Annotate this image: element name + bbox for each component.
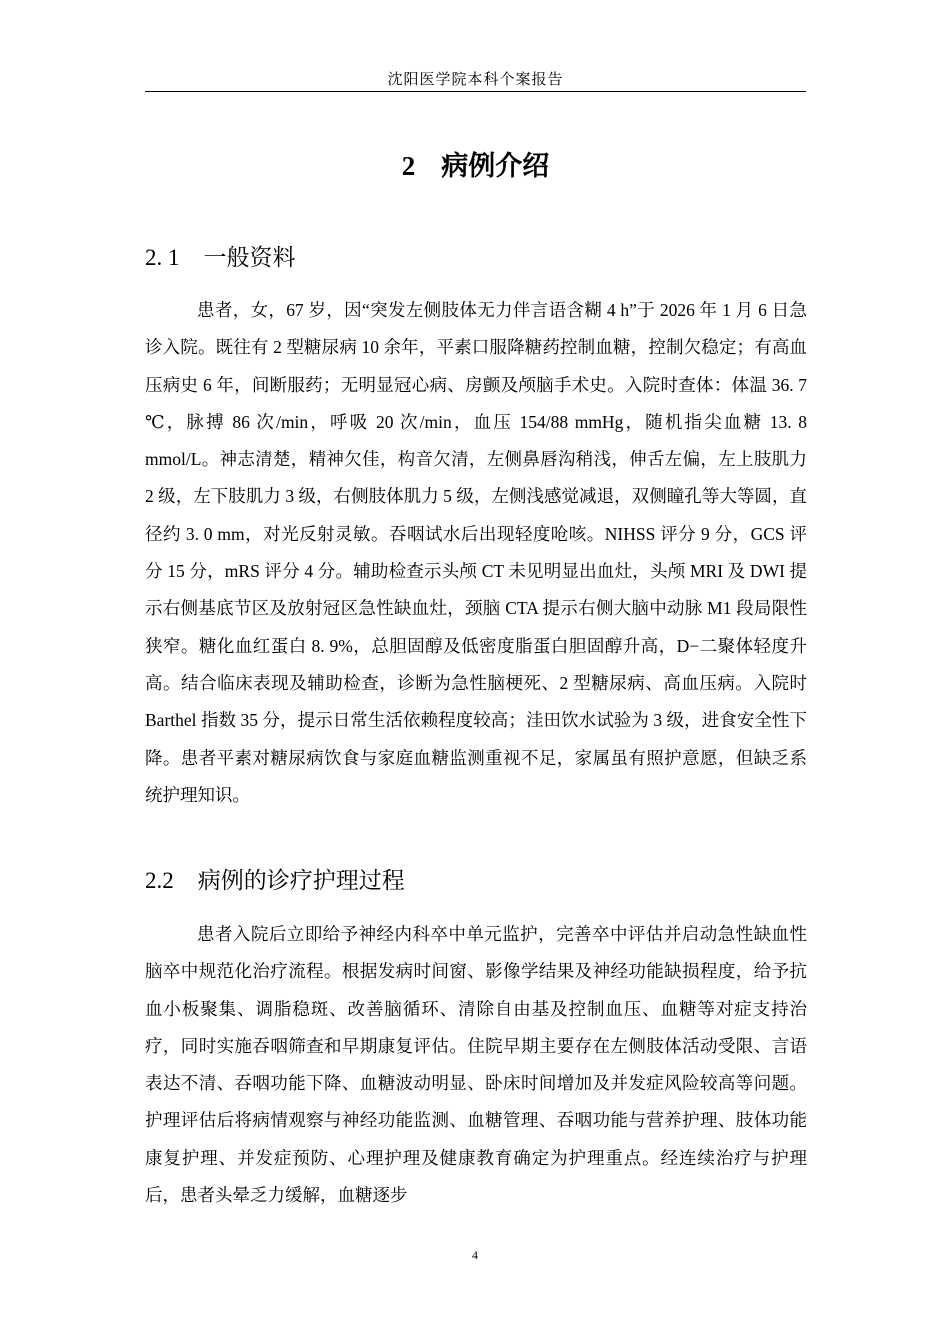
running-header: 沈阳医学院本科个案报告	[387, 70, 564, 88]
section-heading-general-info	[145, 243, 806, 273]
section-heading-treatment-process	[145, 866, 806, 896]
chapter-title-text: 病例介绍	[441, 151, 550, 182]
section-title: 一般资料	[203, 245, 296, 271]
section-title: 病例的诊疗护理过程	[197, 868, 405, 894]
paragraph-treatment-process: 患者入院后立即给予神经内科卒中单元监护，完善卒中评估并启动急性缺血性脑卒中规范化治疗流程。根据发病时间窗、影像学结果及神经功能缺损程度，给予抗血小板聚集、调脂稳斑、改善脑循环、清除自由基及控制血压、血糖等对症支持治疗，同时实施吞咽筛查和早期康复评估。住院早期主要存在左侧肢体活动受限、言语表达不清、吞咽功能下降、血糖波动明显、卧床时间增加及并发症风险较高等问题。护理评估后将病情观察与神经功能监测、血糖管理、吞咽功能与营养护理、肢体功能康复护理、并发症预防、心理护理及健康教育确定为护理重点。经连续治疗与护理后，患者头晕乏力缓解，血糖逐步	[145, 924, 807, 1206]
paragraph-general-info: 患者，女，67 岁，因“突发左侧肢体无力伴言语含糊 4 h”于 2026 年 1 月 6 日急诊入院。既往有 2 型糖尿病 10 余年，平素口服降糖药控制血糖，控制欠稳定；有高血压病史 6 年，间断服药；无明显冠心病、房颤及颅脑手术史。入院时查体：体温 36. 7 ℃，脉搏 86 次/min，呼吸 20 次/min，血压 154/88 mmHg，随机指尖血糖 13. 8 mmol/L。神志清楚，精神欠佳，构音欠清，左侧鼻唇沟稍浅，伸舌左偏，左上肢肌力 2 级，左下肢肌力 3 级，右侧肢体肌力 5 级，左侧浅感觉减退，双侧瞳孔等大等圆，直径约 3. 0 mm，对光反射灵敏。吞咽试水后出现轻度呛咳。NIHSS 评分 9 分，GCS 评分 15 分，mRS 评分 4 分。辅助检查示头颅 CT 未见明显出血灶，头颅 MRI 及 DWI 提示右侧基底节区及放射冠区急性缺血灶，颈脑 CTA 提示右侧大脑中动脉 M1 段局限性狭窄。糖化血红蛋白 8. 9%，总胆固醇及低密度脂蛋白胆固醇升高，D−二聚体轻度升高。结合临床表现及辅助检查，诊断为急性脑梗死、2 型糖尿病、高血压病。入院时 Barthel 指数 35 分，提示日常生活依赖程度较高；洼田饮水试验为 3 级，进食安全性下降。患者平素对糖尿病饮食与家庭血糖监测重视不足，家属虽有照护意愿，但缺乏系统护理知识。	[145, 300, 807, 805]
chapter-number: 2	[401, 151, 416, 181]
chapter-title	[145, 148, 806, 185]
page-number: 4	[472, 1248, 478, 1262]
section-number: 2.2	[145, 868, 174, 893]
section-number: 2. 1	[145, 245, 180, 270]
header-rule	[145, 91, 806, 92]
